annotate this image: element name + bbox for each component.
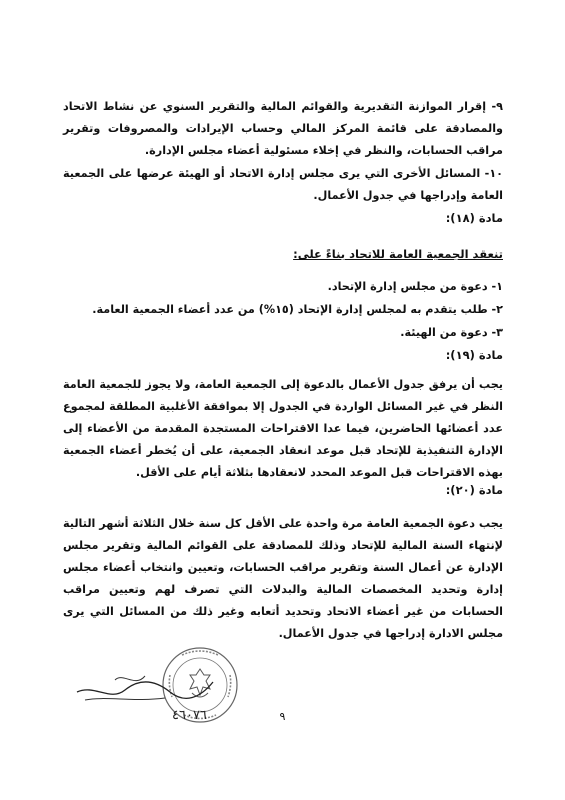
article-18-item-2: ٢- طلب يتقدم به لمجلس إدارة الإتحاد (١٥%) من عدد أعضاء الجمعية العامة.: [92, 303, 503, 316]
article-18-title: مادة (١٨):: [445, 211, 503, 225]
handwritten-number: ٤٦٠٧٦: [172, 708, 207, 723]
page-number: ٩: [279, 710, 286, 723]
signature-icon: [75, 662, 215, 712]
clause-10-text: ١٠- المسائل الأخرى التي يرى مجلس إدارة الاتحاد أو الهيئة عرضها على الجمعية العامة وإدراجها في جدول الأعمال.: [63, 167, 503, 202]
article-19-title: مادة (١٩):: [445, 348, 503, 362]
article-20-text: يجب دعوة الجمعية العامة مرة واحدة على الأقل كل سنة خلال الثلاثة أشهر التالية لإنتهاء السنة المالية للإتحاد وذلك للمصادقة على القوائم المالية وتقرير مجلس الإدارة عن أعمال السنة وتقرير مراقب الحسابات، وتعيين وانتخاب أعضاء مجلس إدارة وتحديد المخصصات المالية والبدلات التي تصرف لهم وتعيين مراقب الحسابات من غير أعضاء الاتحاد وتحديد أتعابه وغير ذلك من المسائل التي يرى مجلس الادارة إدراجها في جدول الأعمال.: [63, 517, 503, 640]
article-18-heading: تنعقد الجمعية العامة للاتحاد بناءً على:: [293, 247, 503, 261]
clause-9-text: ٩- إقرار الموازنة التقديرية والقوائم المالية والتقرير السنوي عن نشاط الاتحاد والمصادقة على قائمة المركز المالي وحساب الإيرادات والمصروفات وتقرير مراقب الحسابات، والنظر في إخلاء مسئولية أعضاء مجلس الإدارة.: [63, 100, 503, 157]
article-18-item-1: ١- دعوة من مجلس إدارة الإتحاد.: [327, 280, 503, 293]
article-18-item-3: ٣- دعوة من الهيئة.: [400, 326, 503, 339]
article-20-title: مادة (٢٠):: [445, 483, 503, 497]
article-19-text: يجب أن يرفق جدول الأعمال بالدعوة إلى الجمعية العامة، ولا يجوز للجمعية العامة النظر في غير المسائل الواردة في الجدول إلا بموافقة الأغلبية المطلقة لمجموع عدد أعضائها الحاضرين، فيما عدا الاقتراحات المستجدة المقدمة من الأعضاء إلى الإدارة التنفيذية للإتحاد قبل موعد انعقاد الجمعية، على أن يُخطر أعضاء الجمعية بهذه الاقتراحات قبل الموعد المحدد لانعقادها بثلاثة أيام على الأقل.: [63, 378, 503, 479]
